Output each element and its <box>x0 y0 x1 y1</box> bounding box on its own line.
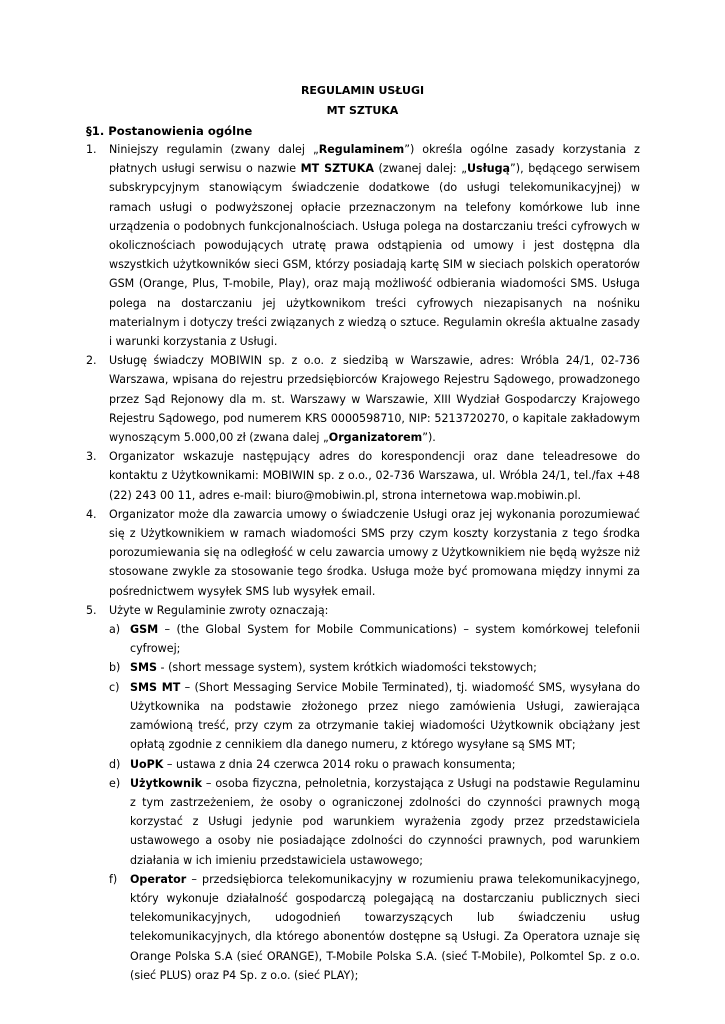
paragraph-number: 3. <box>86 450 97 464</box>
definition-item-gsm <box>109 620 640 658</box>
item-letter: a) <box>109 623 121 637</box>
paragraph-3 <box>86 447 640 505</box>
paragraph-1 <box>86 140 640 351</box>
defined-term: MT SZTUKA <box>300 162 374 176</box>
definition-text: – osoba fizyczna, pełnoletnia, korzystająca z Usługi na podstawie Regulaminu z tym zastrzeżeniem, że osoby o ograniczonej zdolności do czynności prawnych mogą korzystać z Usługi jedynie pod warunkiem wyrażenia zgody przez przedstawiciela ustawowego a osoby nie posiadające zdolności do czynności prawnych, pod warunkiem działania w ich imieniu przedstawiciela ustawowego; <box>130 776 640 867</box>
defined-term: Organizatorem <box>328 431 423 445</box>
definition-text: – (the Global System for Mobile Communications) – system komórkowej telefonii cyfrowej; <box>130 623 640 656</box>
paragraph-5 <box>86 601 640 985</box>
definition-term: GSM <box>130 623 159 637</box>
paragraph-number: 4. <box>86 507 97 521</box>
item-letter: b) <box>109 661 121 675</box>
paragraph-text: Niniejszy regulamin (zwany dalej „ <box>109 143 319 156</box>
paragraph-number: 1. <box>86 143 97 156</box>
definition-item-operator <box>109 870 640 985</box>
definition-term: Operator <box>130 872 187 886</box>
definition-item-sms-mt <box>109 678 640 755</box>
item-letter: e) <box>109 776 121 790</box>
definition-term: SMS MT <box>130 680 181 694</box>
definition-item-sms <box>109 658 640 677</box>
paragraph-text: Organizator wskazuje następujący adres do korespondencji oraz dane teleadresowe do kontaktu z Użytkownikami: MOBIWIN sp. z o.o., 02-736 Warszawa, ul. Wróbla 24/1, tel./fax +48 (22) 243 00 11, adres e-mail: biuro@mobiwin.pl, strona internetowa wap.mobiwin.pl. <box>109 450 640 502</box>
paragraph-text: Organizator może dla zawarcia umowy o świadczenie Usługi oraz jej wykonania porozumiewać się z Użytkownikiem w ramach wiadomości SMS przy czym koszty korzystania z tego środka porozumiewania się na odległość w celu zawarcia umowy z Użytkownikiem nie będą wyższe niż stosowane zwykle za stosowanie tego środka. Usługa może być promowana między innymi za pośrednictwem wysyłek SMS lub wysyłek email. <box>109 507 640 598</box>
defined-term: Regulaminem <box>318 143 405 156</box>
paragraph-2 <box>86 351 640 447</box>
paragraph-text: ”), będącego serwisem subskrypcyjnym stanowiącym świadczenie dodatkowe (do usługi telekomunikacyjnej) w ramach usługi o podwyższonej opłacie przeznaczonym na telefony komórkowe lub inne urządzenia o podobnych funkcjonalnościach. Usługa polega na dostarczaniu treści cyfrowych w okolicznościach powodujących utratę prawa odstąpienia od umowy i jest dostępna dla wszystkich użytkowników sieci GSM, którzy posiadają kartę SIM w sieciach polskich operatorów GSM (Orange, Plus, T-mobile, Play), oraz mają możliwość odbierania wiadomości SMS. Usługa polega na dostarczaniu jej użytkownikom treści cyfrowych niezapisanych na nośniku materialnym i dotyczy treści związanych z wiedzą o sztuce. Regulamin określa aktualne zasady i warunki korzystania z Usługi. <box>109 162 641 349</box>
definition-item-uzytkownik <box>109 774 640 870</box>
definition-term: Użytkownik <box>130 776 203 790</box>
section-heading: §1. Postanowienia ogólne <box>86 124 253 138</box>
definition-term: SMS <box>130 661 158 675</box>
document-title: REGULAMIN USŁUGI <box>300 84 425 97</box>
paragraph-number: 5. <box>86 603 97 617</box>
definition-term: UoPK <box>130 757 164 771</box>
definition-text: - (short message system), system krótkich wiadomości tekstowych; <box>157 661 537 675</box>
definition-item-uopk <box>109 755 640 774</box>
paragraph-4 <box>86 505 640 601</box>
item-letter: c) <box>109 680 120 694</box>
terms-list <box>86 140 640 985</box>
definition-text: – (Short Messaging Service Mobile Terminated), tj. wiadomość SMS, wysyłana do Użytkownika na podstawie złożonego przez niego zamówienia Usługi, zawierająca zamówioną treść, przy czym za otrzymanie takiej wiadomości Użytkownik obciążany jest opłatą zgodnie z cennikiem dla danego numeru, z którego wysyłane są SMS MT; <box>130 680 640 752</box>
paragraph-text: Użyte w Regulaminie zwroty oznaczają: <box>109 603 329 617</box>
definitions-list <box>109 620 640 985</box>
paragraph-text: (zwanej dalej: „ <box>373 162 467 176</box>
paragraph-number: 2. <box>86 354 97 368</box>
defined-term: Usługą <box>466 162 511 176</box>
paragraph-text: Usługę świadczy MOBIWIN sp. z o.o. z siedzibą w Warszawie, adres: Wróbla 24/1, 02-736 Warszawa, wpisana do rejestru przedsiębiorców Krajowego Rejestru Sądowego, prowadzonego przez Sąd Rejonowy dla m. st. Warszawy w Warszawie, XIII Wydział Gospodarczy Krajowego Rejestru Sądowego, pod numerem KRS 0000598710, NIP: 5213720270, o kapitale zakładowym wynoszącym 5.000,00 zł (zwana dalej „ <box>109 354 640 445</box>
item-letter: d) <box>109 757 121 771</box>
paragraph-text: ”) określa ogólne zasady korzystania z płatnych usługi serwisu o nazwie <box>109 143 640 176</box>
definition-text: – przedsiębiorca telekomunikacyjny w rozumieniu prawa telekomunikacyjnego, który wykonuje działalność gospodarczą polegającą na dostarczaniu publicznych sieci telekomunikacyjnych, udogodnień towarzyszących lub świadczeniu usług telekomunikacyjnych, dla którego abonentów dostępne są Usługi. Za Operatora uznaje się Orange Polska S.A (sieć ORANGE), T-Mobile Polska S.A. (sieć T-Mobile), Polkomtel Sp. z o.o. (sieć PLUS) oraz P4 Sp. z o.o. (sieć PLAY); <box>130 872 640 982</box>
document-subtitle: MT SZTUKA <box>326 104 399 117</box>
item-letter: f) <box>109 872 118 886</box>
paragraph-text: ”). <box>422 431 436 445</box>
definition-text: – ustawa z dnia 24 czerwca 2014 roku o prawach konsumenta; <box>163 757 516 771</box>
